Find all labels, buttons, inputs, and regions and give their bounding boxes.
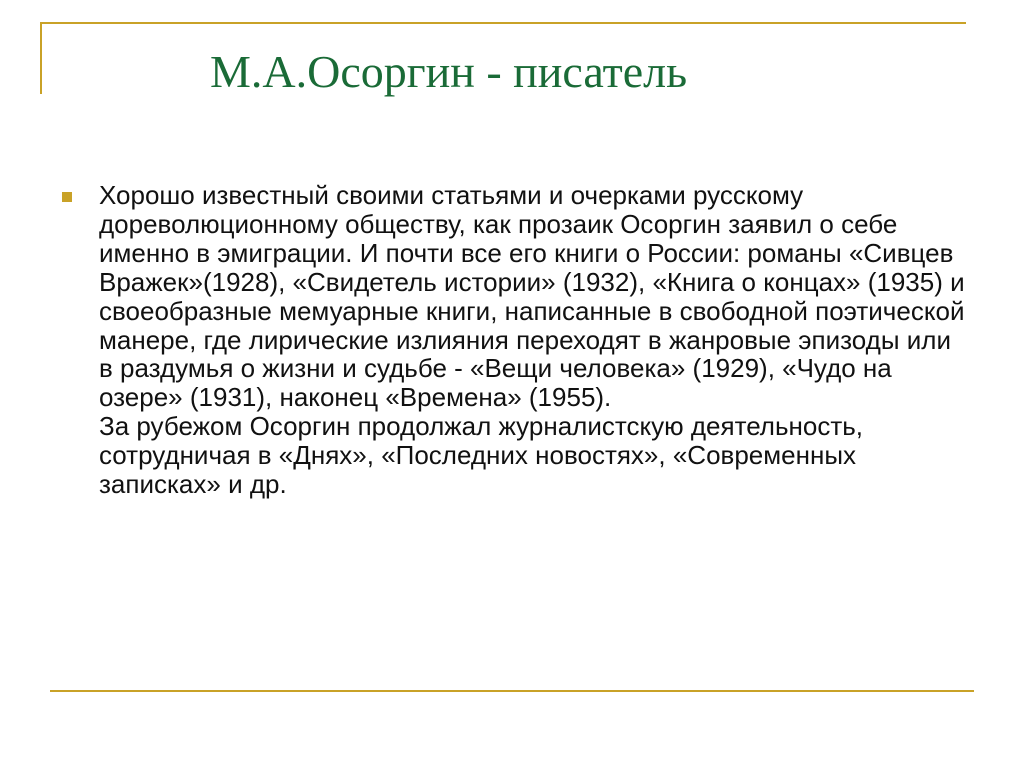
square-bullet-icon <box>62 192 72 202</box>
slide-title: М.А.Осоргин - писатель <box>210 46 688 97</box>
top-divider <box>40 22 966 24</box>
body-text <box>99 181 969 499</box>
left-accent-line <box>40 22 42 94</box>
body-paragraph: Хорошо известный своими статьями и очерками русскому дореволюционному обществу, как прозаик Осоргин заявил о себе именно в эмиграции. И почти все его книги о России: романы «Сивцев Вражек»(1928), «Свидетель истории» (1932), «Книга о концах» (1935) и своеобразные мемуарные книги, написанные в свободной поэтической манере, где лирические излияния переходят в жанровые эпизоды или в раздумья о жизни и судьбе - «Вещи человека» (1929), «Чудо на озере» (1931), наконец «Времена» (1955). <box>99 180 965 413</box>
bottom-divider <box>50 690 974 692</box>
body-paragraph: За рубежом Осоргин продолжал журналистскую деятельность, сотрудничая в «Днях», «Последних новостях», «Современных записках» и др. <box>99 411 864 500</box>
